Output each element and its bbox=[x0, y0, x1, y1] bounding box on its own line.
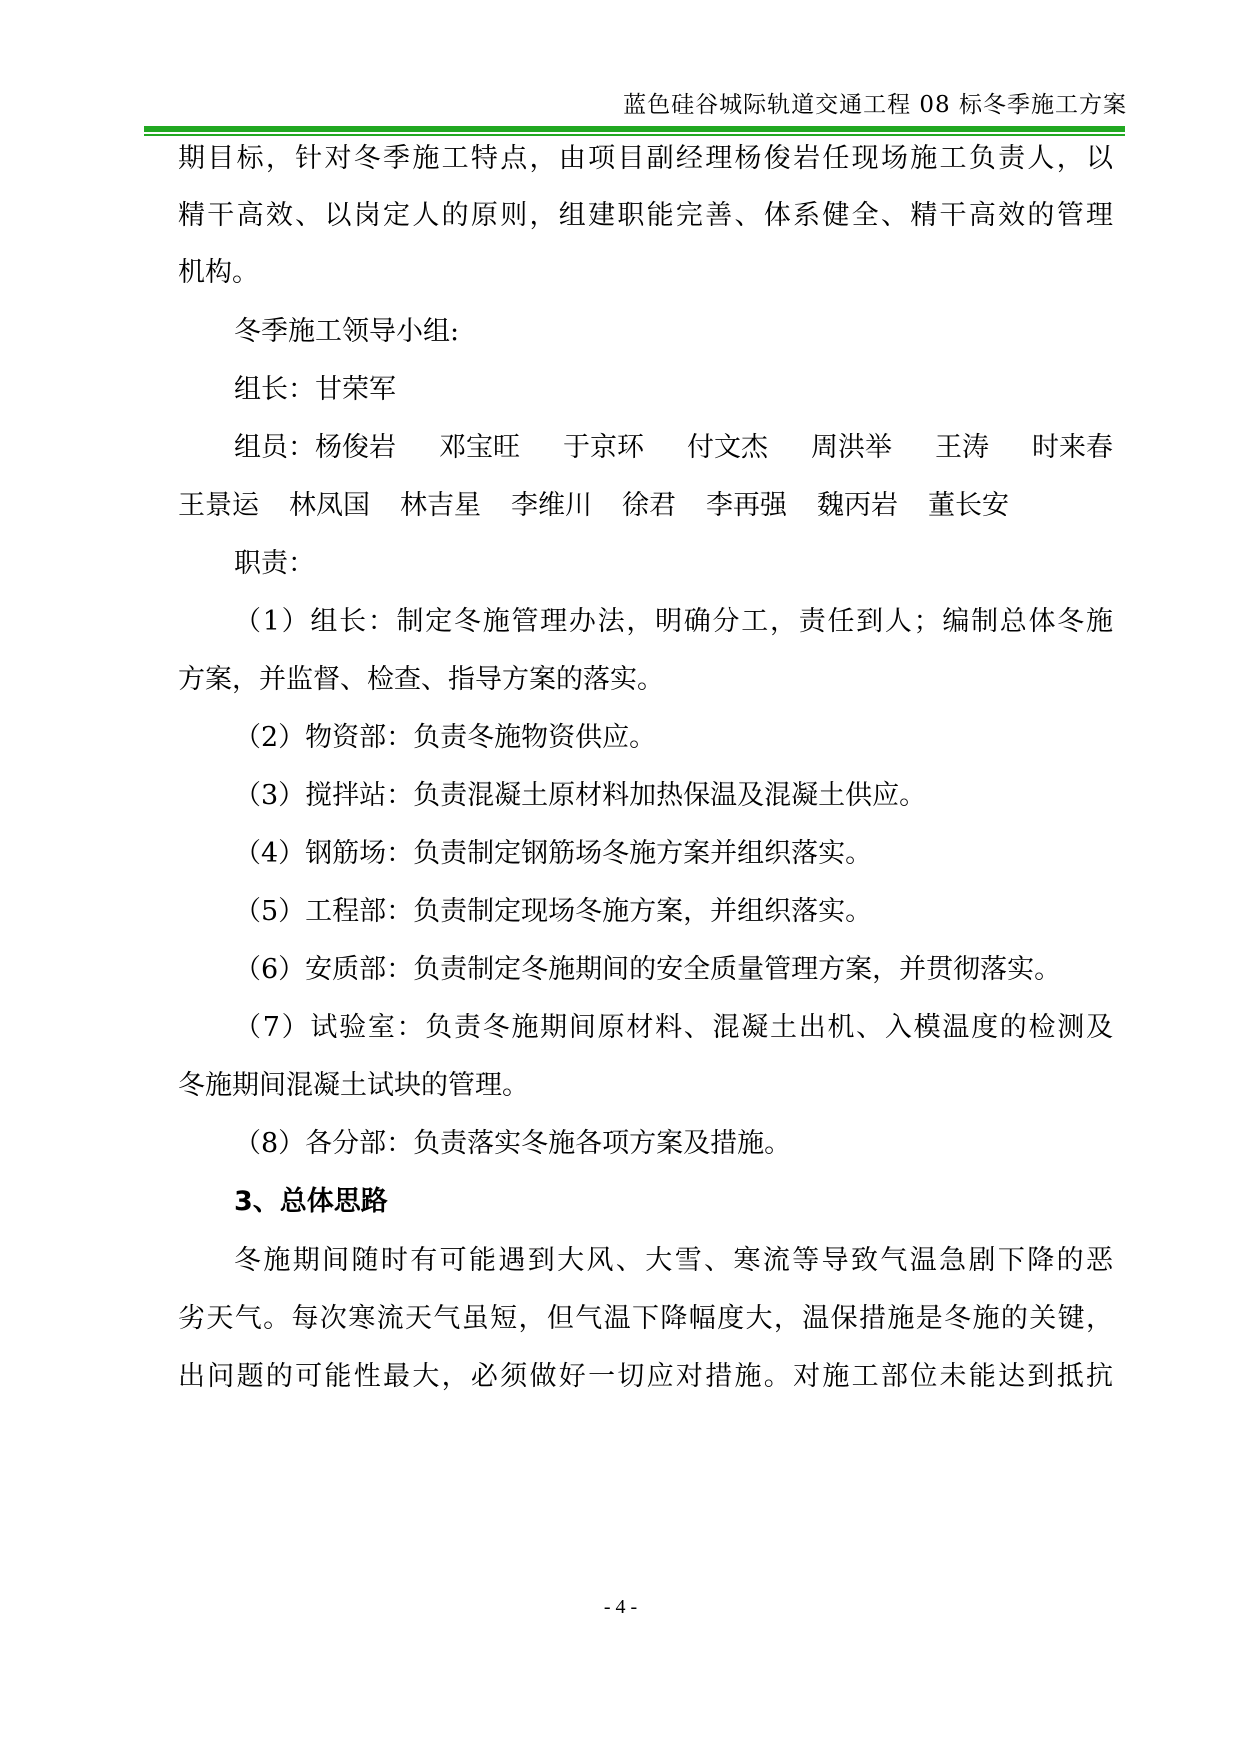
body-line: 机构。 bbox=[178, 257, 259, 288]
body-line: 出问题的可能性最大，必须做好一切应对措施。对施工部位未能达到抵抗 bbox=[178, 1361, 1113, 1392]
member-name: 付文杰 bbox=[687, 432, 768, 463]
members-line-2 bbox=[178, 489, 1009, 523]
running-header-title: 蓝色硅谷城际轨道交通工程 08 标冬季施工方案 bbox=[623, 92, 1127, 118]
member-name: 李维川 bbox=[511, 490, 592, 521]
member-name: 林吉星 bbox=[400, 490, 481, 521]
member-name: 王涛 bbox=[935, 432, 989, 463]
member-name: 于京环 bbox=[563, 432, 644, 463]
duty-item-continued: 冬施期间混凝土试块的管理。 bbox=[178, 1070, 529, 1101]
duties-label: 职责： bbox=[234, 548, 315, 579]
header-rule-thick bbox=[144, 126, 1125, 132]
body-line: 期目标，针对冬季施工特点，由项目副经理杨俊岩任现场施工负责人，以 bbox=[178, 143, 1113, 174]
body-line: 冬施期间随时有可能遇到大风、大雪、寒流等导致气温急剧下降的恶 bbox=[234, 1245, 1113, 1276]
section-heading: 3、总体思路 bbox=[234, 1186, 388, 1217]
page-number: - 4 - bbox=[603, 1596, 638, 1618]
member-name: 时来春 bbox=[1032, 432, 1113, 463]
group-title: 冬季施工领导小组: bbox=[234, 316, 460, 347]
duty-item: （1）组长：制定冬施管理办法，明确分工，责任到人；编制总体冬施 bbox=[234, 606, 1113, 637]
duty-item: （4）钢筋场：负责制定钢筋场冬施方案并组织落实。 bbox=[234, 838, 873, 869]
member-name: 王景运 bbox=[178, 490, 259, 521]
member-name: 徐君 bbox=[622, 490, 676, 521]
header-rule-thin bbox=[144, 134, 1125, 136]
member-name: 周洪举 bbox=[811, 432, 892, 463]
body-line: 劣天气。每次寒流天气虽短，但气温下降幅度大，温保措施是冬施的关键， bbox=[178, 1303, 1113, 1334]
member-name: 魏丙岩 bbox=[817, 490, 898, 521]
group-leader: 组长：甘荣军 bbox=[234, 374, 396, 405]
duty-item-continued: 方案，并监督、检查、指导方案的落实。 bbox=[178, 664, 664, 695]
duty-item: （5）工程部：负责制定现场冬施方案，并组织落实。 bbox=[234, 896, 873, 927]
member-name: 林凤国 bbox=[289, 490, 370, 521]
duty-item: （6）安质部：负责制定冬施期间的安全质量管理方案，并贯彻落实。 bbox=[234, 954, 1062, 985]
body-line: 精干高效、以岗定人的原则，组建职能完善、体系健全、精干高效的管理 bbox=[178, 200, 1113, 231]
member-name: 邓宝旺 bbox=[439, 432, 520, 463]
member-name: 董长安 bbox=[928, 490, 1009, 521]
duty-item: （2）物资部：负责冬施物资供应。 bbox=[234, 722, 657, 753]
duty-item: （7）试验室：负责冬施期间原材料、混凝土出机、入模温度的检测及 bbox=[234, 1012, 1113, 1043]
duty-item: （8）各分部：负责落实冬施各项方案及措施。 bbox=[234, 1128, 792, 1159]
duty-item: （3）搅拌站：负责混凝土原材料加热保温及混凝土供应。 bbox=[234, 780, 927, 811]
members-line-1 bbox=[234, 431, 1113, 465]
members-label: 组员：杨俊岩 bbox=[234, 432, 396, 463]
member-name: 李再强 bbox=[706, 490, 787, 521]
